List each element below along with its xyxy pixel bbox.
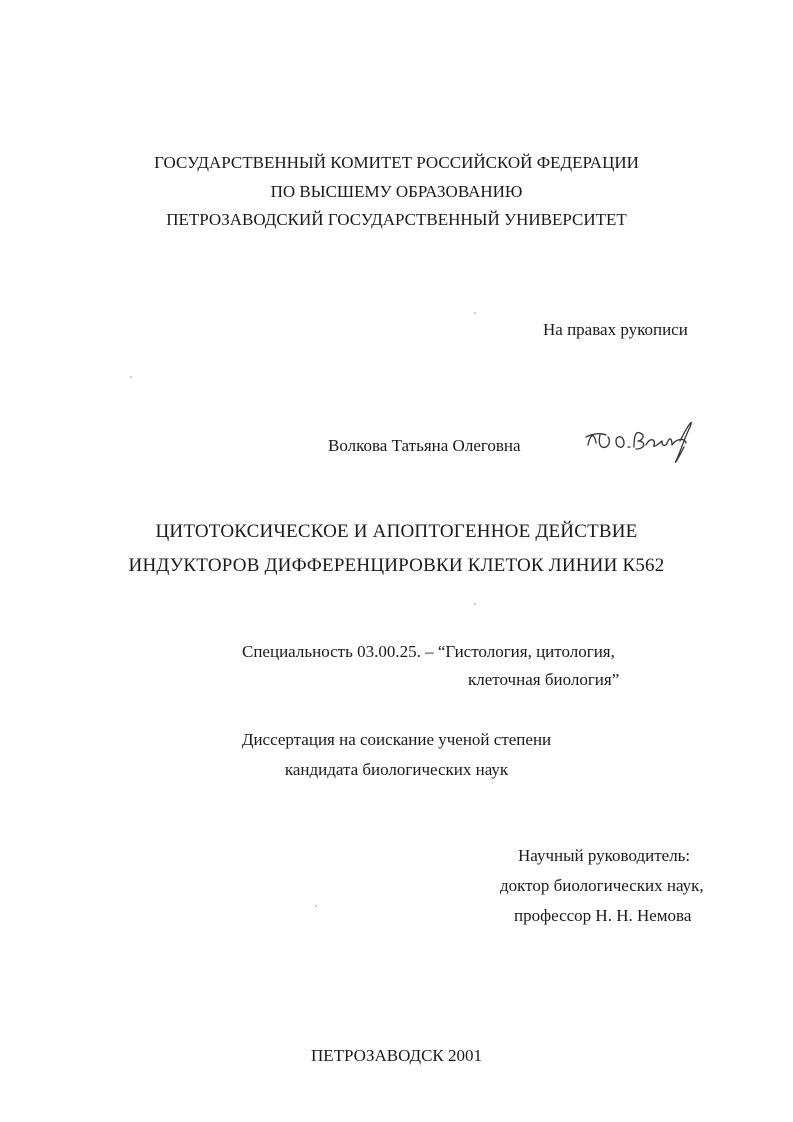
author-name: Волкова Татьяна Олеговна	[328, 436, 521, 455]
title-line-2: ИНДУКТОРОВ ДИФФЕРЕНЦИРОВКИ КЛЕТОК ЛИНИИ К562	[128, 555, 665, 576]
header-line-3: ПЕТРОЗАВОДСКИЙ ГОСУДАРСТВЕННЫЙ УНИВЕРСИТЕТ	[166, 210, 627, 229]
supervisor-line-2: доктор биологических наук,	[500, 876, 704, 895]
footer-city-year: ПЕТРОЗАВОДСК 2001	[310, 1046, 483, 1065]
dissertation-line-1: Диссертация на соискание ученой степени	[241, 730, 552, 749]
specialty-line-1: Специальность 03.00.25. – “Гистология, цитология,	[242, 642, 615, 661]
specialty-line-2: клеточная биология”	[468, 670, 620, 689]
supervisor-line-3: профессор Н. Н. Немова	[514, 906, 692, 925]
dissertation-line-2: кандидата биологических наук	[284, 760, 509, 779]
scan-speck	[315, 905, 317, 907]
header-line-2: ПО ВЫСШЕМУ ОБРАЗОВАНИЮ	[270, 182, 523, 201]
scan-speck	[130, 376, 132, 378]
scan-speck	[474, 603, 476, 605]
supervisor-line-1: Научный руководитель:	[518, 846, 691, 865]
scan-speck	[474, 312, 476, 314]
title-line-1: ЦИТОТОКСИЧЕСКОЕ И АПОПТОГЕННОЕ ДЕЙСТВИЕ	[155, 521, 638, 542]
header-line-1: ГОСУДАРСТВЕННЫЙ КОМИТЕТ РОССИЙСКОЙ ФЕДЕРАЦИИ	[154, 153, 639, 172]
rights-note: На правах рукописи	[543, 320, 688, 339]
signature	[580, 413, 700, 465]
